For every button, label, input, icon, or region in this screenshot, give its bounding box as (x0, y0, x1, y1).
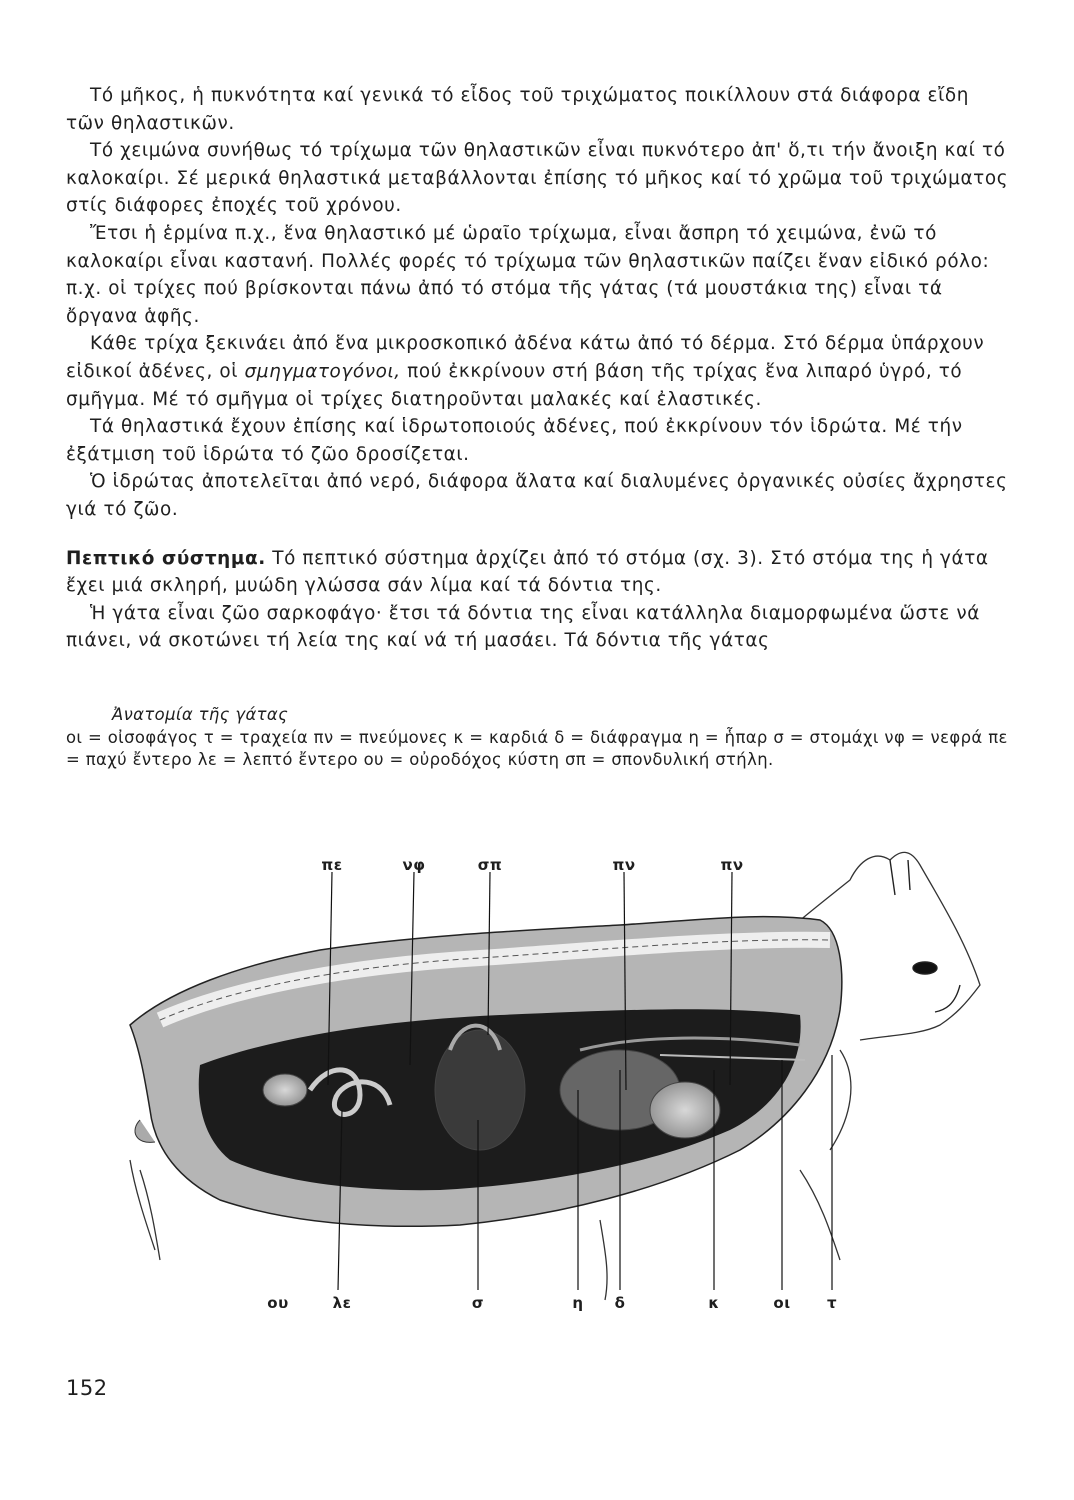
page-number: 152 (66, 1376, 108, 1400)
caption-legend: οι = οἰσοφάγος τ = τραχεία πν = πνεύμονες κ = καρδιά δ = διάφραγμα η = ἧπαρ σ = στομάχι νφ = νεφρά πε = παχύ ἔντερο λε = λεπτό ἔντερο ου = οὐροδόχος κύστη σπ = σπονδυλική στήλη. (66, 727, 1008, 769)
figure-caption (66, 704, 1010, 772)
paragraph-sebaceous-b: πού ἐκκρίνουν στή βάση τῆς τρίχας ἕνα λιπαρό ὑγρό, τό σμῆγμα. Μέ τό σμῆγμα οἱ τρίχες διατηροῦνται μαλακές καί ἐλαστικές. (66, 360, 963, 410)
label-s: σ (471, 1294, 485, 1312)
cat-anatomy-figure (60, 820, 1020, 1360)
label-k: κ (708, 1294, 720, 1312)
paragraph-sebaceous (66, 330, 1010, 413)
paragraph-teeth: Ἡ γάτα εἶναι ζῶο σαρκοφάγο· ἔτσι τά δόντια της εἶναι κατάλληλα διαμορφωμένα ὥστε νά πιάνει, νά σκοτώνει τή λεία της καί νά τή μασάει. Τά δόντια τῆς γάτας (66, 602, 981, 652)
label-nf: νφ (402, 856, 426, 874)
label-t: τ (826, 1294, 838, 1312)
cat-anatomy-illustration (60, 820, 1020, 1360)
paragraph-ermine: Ἔτσι ἡ ἑρμίνα π.χ., ἕνα θηλαστικό μέ ὡραῖο τρίχωμα, εἶναι ἄσπρη τό χειμώνα, ἐνῶ τό καλοκαίρι εἶναι καστανή. Πολλές φορές τό τρίχωμα τῶν θηλαστικῶν παίζει ἕναν εἰδικό ρόλο: π.χ. οἱ τρίχες πού βρίσκονται πάνω ἀπό τό στόμα τῆς γάτας (τά μουστάκια της) εἶναι τά ὄργανα ἁφῆς. (66, 222, 990, 327)
label-ou: ου (267, 1294, 289, 1312)
body-text (66, 82, 1010, 655)
label-d: δ (614, 1294, 626, 1312)
paragraph-sebaceous-a: Κάθε τρίχα ξεκινάει ἀπό ἕνα μικροσκοπικό ἀδένα κάτω ἀπό τό δέρμα. Στό δέρμα ὑπάρχουν εἰδικοί ἀδένες, οἱ (66, 333, 985, 382)
paragraph-digestive (66, 545, 1010, 600)
paragraph-winter-coat: Τό χειμώνα συνήθως τό τρίχωμα τῶν θηλαστικῶν εἶναι πυκνότερο ἀπ' ὅ,τι τήν ἄνοιξη καί τό καλοκαίρι. Σέ μερικά θηλαστικά μεταβάλλονται ἐπίσης τό μῆκος καί τό χρῶμα τοῦ τριχώματος στίς διάφορες ἐποχές τοῦ χρόνου. (66, 140, 1009, 217)
paragraph-sweat: Ὁ ἱδρώτας ἀποτελεῖται ἀπό νερό, διάφορα ἅλατα καί διαλυμένες ὀργανικές οὐσίες ἄχρηστες γιά τό ζῶο. (66, 471, 1008, 520)
label-pn-lung-2: πν (720, 856, 744, 874)
label-oi: οι (773, 1294, 791, 1312)
paragraph-digestive-text: Τό πεπτικό σύστημα ἀρχίζει ἀπό τό στόμα (σχ. 3). Στό στόμα της ἡ γάτα ἔχει μιά σκληρή, μυώδη γλώσσα σάν λίμα καί τά δόντια της. (66, 547, 989, 597)
label-le: λε (332, 1294, 352, 1312)
paragraph-sweat-glands: Τά θηλαστικά ἔχουν ἐπίσης καί ἱδρωτοποιούς ἀδένες, πού ἐκκρίνουν τόν ἱδρώτα. Μέ τήν ἐξάτμιση τοῦ ἱδρώτα τό ζῶο δροσίζεται. (66, 416, 963, 465)
section-heading-digestive: Πεπτικό σύστημα. (66, 547, 266, 569)
label-sp: σπ (477, 856, 503, 874)
label-pn-lung-1: πν (612, 856, 636, 874)
paragraph-hair: Τό μῆκος, ἡ πυκνότητα καί γενικά τό εἶδος τοῦ τριχώματος ποικίλλουν στά διάφορα εἴδη τῶν θηλαστικῶν. (66, 85, 970, 134)
term-sebaceous: σμηγματογόνοι, (244, 360, 401, 382)
label-pe: πε (321, 856, 343, 874)
cat-face (890, 860, 960, 1012)
caption-title: Ἀνατομία τῆς γάτας (112, 705, 289, 724)
label-h: η (572, 1294, 584, 1312)
